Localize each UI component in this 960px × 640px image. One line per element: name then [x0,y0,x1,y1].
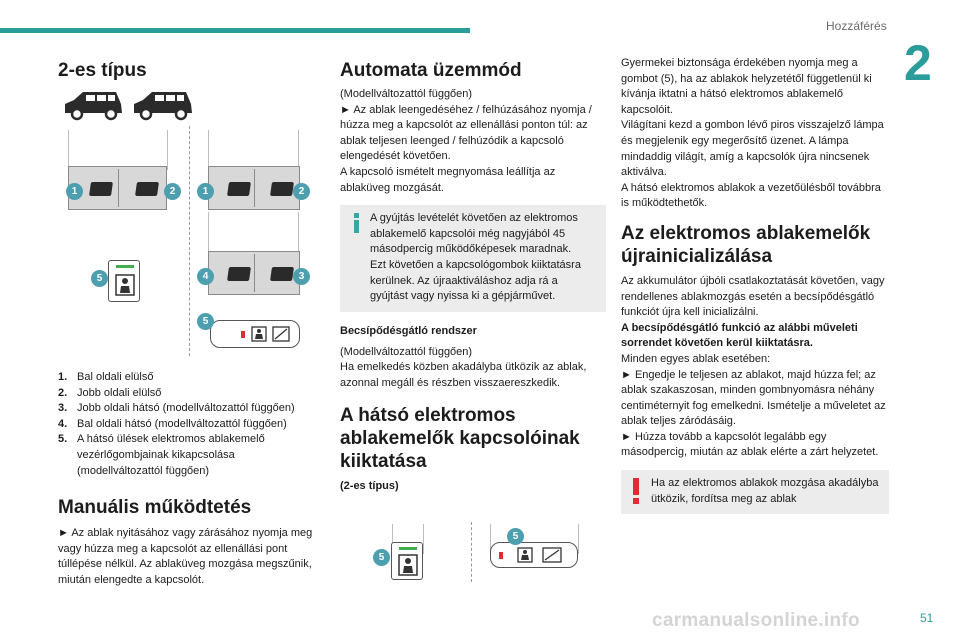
column-right [621,50,889,514]
legend-item: 5. A hátsó ülések elektromos ablakemelő vezérlőgombjainak kikapcsolása (modellváltozattól függően) [58,433,265,477]
child-lock-icon [398,554,418,576]
legend-item: 3. Jobb oldali hátsó (modellváltozattól függően) [58,402,295,415]
reinit-bold: A becsípődésgátló funkció az alábbi műveleti sorrendet követően kerül kiiktatásra. [621,321,858,350]
auto-p3: A kapcsoló ismételt megnyomása leállítja az ablaküveg mozgását. [340,165,556,194]
info-p2: Ezt követően a kapcsológombok kiiktatásra kerülnek. Az újraaktiváláshoz adja rá a gyújtást vagy nyissa ki a gépjárművet. [370,258,581,303]
window-switch-icon [89,182,113,196]
legend-item: 1. Bal oldali elülső [58,371,154,383]
child-lock-button [108,260,140,302]
window-switch-icon [135,182,159,196]
panel-guide [423,524,424,554]
figure-legend [58,370,320,479]
panel-guide [208,130,209,170]
info-icon [350,213,362,235]
auto-p1: (Modellváltozattól függően) [340,88,473,100]
pinch-p1: (Modellváltozattól függően) [340,345,473,358]
rear-switch-panel [208,251,300,295]
child-lock-icon [251,326,291,342]
heading-pinch: Becsípődésgátló rendszer [340,324,477,337]
legend-item: 2. Jobb oldali elülső [58,386,162,399]
child-lock-button-b [391,542,423,580]
chapter-number: 2 [904,35,932,91]
badge-5d: 5 [507,528,524,545]
badge-1b: 1 [197,183,214,200]
heading-manual: Manuális működtetés [58,497,252,518]
indicator-red [241,331,245,338]
rear-sub: (2-es típus) [340,479,399,492]
front-switch-panel [68,166,167,210]
rear-lock-panel-b [490,542,578,568]
window-switch-icon [270,182,294,196]
child-lock-icon [115,274,135,296]
legend-item: 4. Bal oldali hátsó (modellváltozattól függően) [58,417,287,430]
panel-guide [298,212,299,252]
child-lock-icon [517,547,565,563]
panel-guide [578,524,579,554]
reinit-p1: Az akkumulátor újbóli csatlakoztatását követően, vagy rendellenes ablakmozgás esetén a becsípődésgátló funkciót újra kell inicializálni. [621,274,885,319]
indicator-green [399,547,417,550]
window-switch-icon [227,267,251,281]
reinit-p3: ► Engedje le teljesen az ablakot, majd húzza fel; az ablak szakaszosan, minden gombnyomásra néhány centiméternyit fog emelkedni. Ismételje a műveletet az ablak teljes záródásáig. [621,368,886,428]
rear-lock-panel [210,320,300,348]
badge-5b: 5 [197,313,214,330]
warning-icon [631,478,641,504]
window-switch-icon [227,182,251,196]
column-middle [340,50,606,494]
panel-guide [167,130,168,170]
window-switch-icon [270,267,294,281]
car-figures [62,86,194,122]
panel-guide [208,212,209,252]
heading-type: 2-es típus [58,60,147,81]
watermark: carmanualsonline.info [652,610,860,631]
figure-divider-b [471,522,472,582]
warn-text: Ha az elektromos ablakok mozgása akadályba ütközik, fordítsa meg az ablak [651,477,879,505]
indicator-red [499,552,503,559]
header-accent-bar [0,28,470,33]
warning-box [621,470,889,514]
child-p1: Gyermekei biztonsága érdekében nyomja meg a gombot (5), ha az ablakok helyzetétől függetlenül ki kívánja iktatni a hátsó elektromos ablakemelő kapcsolóit. [621,57,872,116]
child-p2: Világítani kezd a gombon lévő piros visszajelző lámpa és megjelenik egy megerősítő üzenet. A lámpa mindaddig világít, amíg a kapcsolók újra nincsenek aktiválva. [621,119,884,179]
manual-text: ► Az ablak nyitásához vagy zárásához nyomja meg vagy húzza meg a kapcsolót az ellenállási pont túllépése nélkül. Az ablaküveg mozgása megszűnik, miután elengedte a kapcsolót. [58,527,313,586]
reinit-p2: Minden egyes ablak esetében: [621,352,771,365]
reinit-p4: ► Húzza tovább a kapcsolót legalább egy másodpercig, miután az ablak elérte a zárt helyzetet. [621,430,879,459]
badge-5: 5 [91,270,108,287]
badge-2: 2 [164,183,181,200]
badge-3: 3 [293,268,310,285]
heading-rear: A hátsó elektromos ablakemelők kapcsolóinak kiiktatása [340,404,580,472]
section-title: Hozzáférés [826,19,887,33]
badge-2b: 2 [293,183,310,200]
panel-guide [298,130,299,170]
column-left [58,50,320,82]
panel-guide [68,130,69,170]
indicator-green [116,265,134,268]
heading-reinit: Az elektromos ablakemelők újrainicializálása [621,222,871,267]
badge-1: 1 [66,183,83,200]
info-box [340,205,606,312]
heading-auto: Automata üzemmód [340,60,522,81]
badge-4: 4 [197,268,214,285]
auto-p2: ► Az ablak leengedéséhez / felhúzásához nyomja / húzza meg a kapcsolót az ellenállási ponton túl: az ablak teljesen leenged / felhúzódik a kapcsoló elengedését követően. [340,103,592,163]
figure-divider [189,126,190,356]
car-silhouette-icon [62,86,194,122]
badge-5c: 5 [373,549,390,566]
front-switch-panel-b [208,166,300,210]
child-p3: A hátsó elektromos ablakok a vezetőülésből továbbra is működtethetők. [621,181,881,210]
info-p1: A gyújtás levételét követően az elektromos ablakemelő kapcsolói még nagyjából 45 másodpercig működőképesek maradnak. [370,212,578,256]
page-number: 51 [920,611,934,625]
pinch-p2: Ha emelkedés közben akadályba ütközik az ablak, azonnal megáll és részben visszaereszkedik. [340,361,587,389]
